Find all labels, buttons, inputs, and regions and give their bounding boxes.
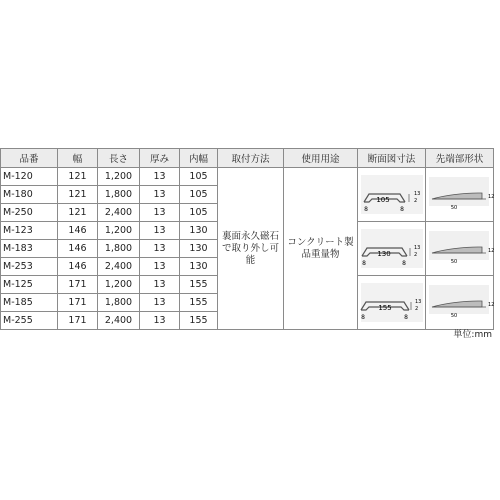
dim-leg-right: 8 (402, 260, 406, 267)
cell-width: 146 (58, 240, 98, 258)
col-header-thickness: 厚み (140, 149, 180, 168)
tip-height: 12 (488, 302, 495, 308)
cell-width: 121 (58, 186, 98, 204)
dim-inner: 155 (378, 304, 392, 312)
tip-shape-cell (426, 168, 494, 222)
cell-thickness: 13 (140, 276, 180, 294)
cell-inner-width: 105 (180, 204, 218, 222)
dim-height-1: 13 (415, 299, 422, 305)
col-header-tip-shape: 先端部形状 (426, 149, 494, 168)
cell-part-number: M-120 (1, 168, 58, 186)
cell-length: 1,200 (98, 276, 140, 294)
cell-part-number: M-180 (1, 186, 58, 204)
cell-inner-width: 105 (180, 186, 218, 204)
cell-part-number: M-185 (1, 294, 58, 312)
tip-shape-diagram (426, 168, 494, 221)
section-diagram (358, 276, 426, 329)
cell-thickness: 13 (140, 168, 180, 186)
dim-leg-right: 8 (404, 314, 408, 321)
dim-inner: 130 (377, 250, 391, 258)
col-header-usage: 使用用途 (284, 149, 358, 168)
cell-length: 1,200 (98, 168, 140, 186)
cell-width: 171 (58, 312, 98, 330)
col-header-length: 長さ (98, 149, 140, 168)
section-figure-cell (358, 222, 426, 276)
section-diagram (358, 168, 426, 221)
cell-part-number: M-253 (1, 258, 58, 276)
cell-mounting: 裏面永久磁石で取り外し可能 (218, 168, 284, 330)
cell-thickness: 13 (140, 312, 180, 330)
cell-inner-width: 105 (180, 168, 218, 186)
section-diagram (358, 222, 426, 275)
header-row (1, 149, 494, 168)
cell-inner-width: 155 (180, 312, 218, 330)
tip-shape-diagram (426, 222, 494, 275)
cell-thickness: 13 (140, 204, 180, 222)
cell-length: 2,400 (98, 258, 140, 276)
cell-thickness: 13 (140, 222, 180, 240)
cell-length: 2,400 (98, 204, 140, 222)
spec-table (0, 148, 494, 330)
col-header-width: 幅 (58, 149, 98, 168)
tip-height: 12 (488, 194, 495, 200)
tip-shape-cell (426, 276, 494, 330)
dim-height-1: 13 (414, 191, 421, 197)
cell-width: 146 (58, 222, 98, 240)
cell-part-number: M-255 (1, 312, 58, 330)
cell-thickness: 13 (140, 240, 180, 258)
section-figure-cell (358, 276, 426, 330)
cell-thickness: 13 (140, 294, 180, 312)
col-header-section: 断面図寸法 (358, 149, 426, 168)
dim-height-1: 13 (414, 245, 421, 251)
unit-note: 単位:mm (453, 330, 492, 340)
cell-width: 171 (58, 294, 98, 312)
tip-width: 50 (450, 313, 458, 319)
cell-width: 146 (58, 258, 98, 276)
tip-height: 12 (488, 248, 495, 254)
dim-leg-left: 8 (364, 206, 368, 213)
dim-inner: 105 (376, 196, 390, 204)
section-figure-cell (358, 168, 426, 222)
cell-thickness: 13 (140, 186, 180, 204)
cell-part-number: M-250 (1, 204, 58, 222)
col-header-inner-width: 内幅 (180, 149, 218, 168)
cell-usage: コンクリート製品重量物 (284, 168, 358, 330)
table-row (1, 168, 494, 186)
tip-shape-diagram (426, 276, 494, 329)
tip-shape-cell (426, 222, 494, 276)
cell-width: 121 (58, 168, 98, 186)
dim-leg-right: 8 (400, 206, 404, 213)
tip-width: 50 (450, 259, 458, 265)
cell-inner-width: 155 (180, 276, 218, 294)
dim-height-2: 2 (414, 198, 418, 204)
tip-width: 50 (450, 205, 458, 211)
dim-leg-left: 8 (361, 314, 365, 321)
cell-inner-width: 130 (180, 240, 218, 258)
cell-width: 171 (58, 276, 98, 294)
dim-leg-left: 8 (362, 260, 366, 267)
cell-inner-width: 155 (180, 294, 218, 312)
cell-part-number: M-183 (1, 240, 58, 258)
cell-length: 1,800 (98, 294, 140, 312)
dim-height-2: 2 (415, 306, 419, 312)
cell-thickness: 13 (140, 258, 180, 276)
cell-length: 1,200 (98, 222, 140, 240)
cell-length: 2,400 (98, 312, 140, 330)
cell-part-number: M-123 (1, 222, 58, 240)
cell-width: 121 (58, 204, 98, 222)
cell-part-number: M-125 (1, 276, 58, 294)
cell-inner-width: 130 (180, 258, 218, 276)
dim-height-2: 2 (414, 252, 418, 258)
cell-inner-width: 130 (180, 222, 218, 240)
cell-length: 1,800 (98, 186, 140, 204)
col-header-part-number: 品番 (1, 149, 58, 168)
col-header-mounting: 取付方法 (218, 149, 284, 168)
cell-length: 1,800 (98, 240, 140, 258)
